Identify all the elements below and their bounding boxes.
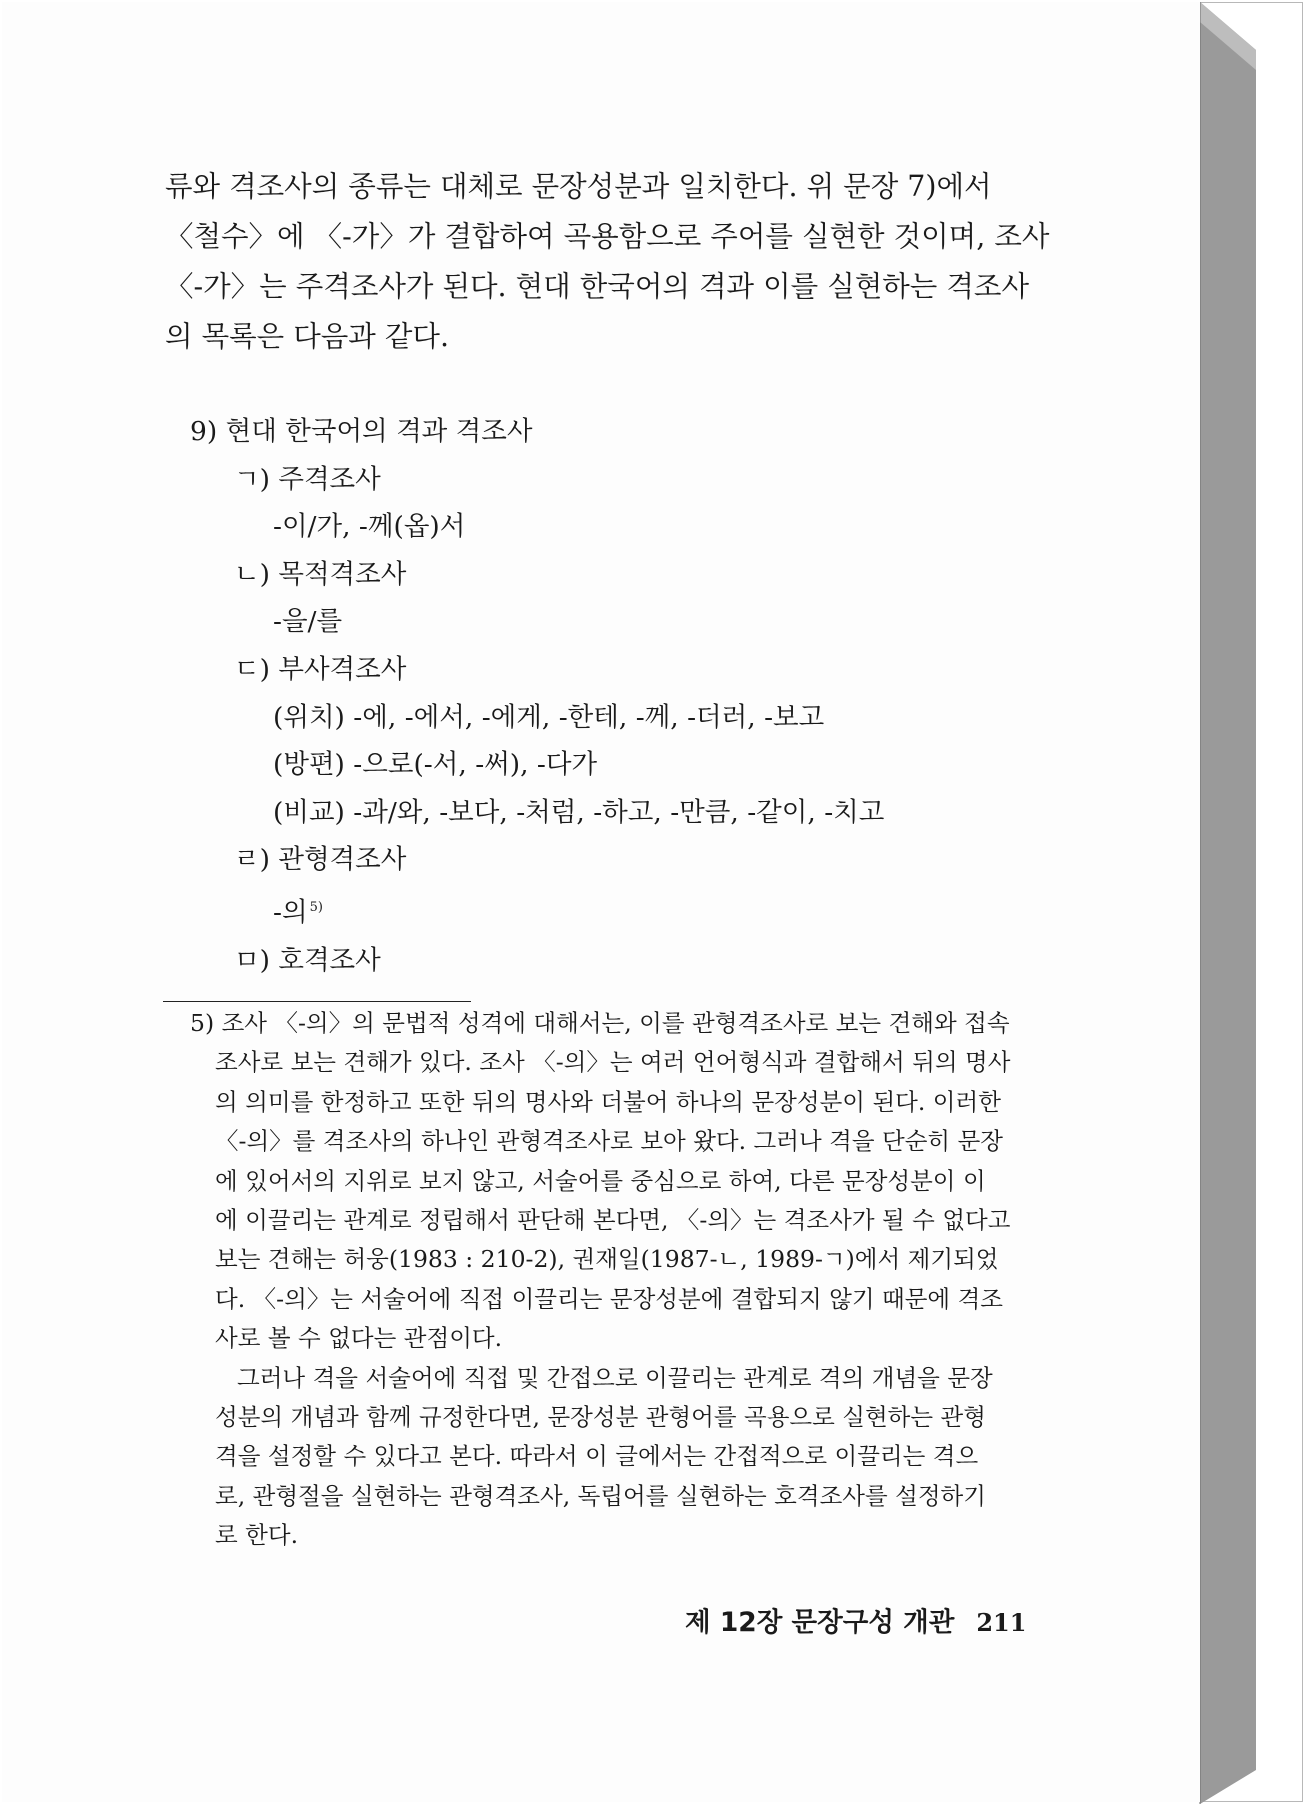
footnote-line: 보는 견해는 허웅(1983 : 210-2), 권재일(1987-ㄴ, 1989-ㄱ)에서 제기되었 xyxy=(215,1245,999,1274)
footnote-line: 다. 〈-의〉는 서술어에 직접 이끌리는 문장성분에 결합되지 않기 때문에 격조 xyxy=(215,1284,1003,1313)
particle-text: -의 xyxy=(273,896,308,928)
body-line: 〈철수〉에 〈-가〉가 결합하여 곡용함으로 주어를 실현한 것이며, 조사 xyxy=(165,220,1050,253)
example-9-list xyxy=(190,408,884,984)
particle-line: (위치) -에, -에서, -에게, -한테, -께, -더러, -보고 xyxy=(273,701,825,733)
footnote-line: 에 이끌리는 관계로 정립해서 판단해 본다면, 〈-의〉는 격조사가 될 수 없다고 xyxy=(215,1206,1011,1235)
section-label: ㄱ) 주격조사 xyxy=(234,463,381,495)
footnote-line: 5) 조사 〈-의〉의 문법적 성격에 대해서는, 이를 관형격조사로 보는 견해와 접속 xyxy=(190,1009,1010,1037)
running-footer xyxy=(685,1600,1026,1639)
particle-line: -이/가, -께(옵)서 xyxy=(273,511,466,543)
section-label: ㄷ) 부사격조사 xyxy=(234,653,407,685)
footnote-line: 로, 관형절을 실현하는 관형격조사, 독립어를 실현하는 호격조사를 설정하기 xyxy=(215,1481,986,1510)
footnote-5 xyxy=(190,1004,1010,1556)
footnote-line: 〈-의〉를 격조사의 하나인 관형격조사로 보아 왔다. 그러나 격을 단순히 문장 xyxy=(215,1127,1003,1156)
footnote-line: 격을 설정할 수 있다고 본다. 따라서 이 글에서는 간접적으로 이끌리는 격으 xyxy=(215,1442,979,1471)
footnote-line: 그러나 격을 서술어에 직접 및 간접으로 이끌리는 관계로 격의 개념을 문장 xyxy=(237,1363,993,1392)
section-label: ㄴ) 목적격조사 xyxy=(234,558,407,590)
body-line: 의 목록은 다음과 같다. xyxy=(165,320,450,353)
footnote-line: 조사로 보는 견해가 있다. 조사 〈-의〉는 여러 언어형식과 결합해서 뒤의 명사 xyxy=(215,1048,1011,1077)
section-label: ㄹ) 관형격조사 xyxy=(234,844,407,876)
footnote-divider xyxy=(163,1001,471,1002)
particle-line: (방편) -으로(-서, -써), -다가 xyxy=(273,749,598,781)
example-heading: 9) 현대 한국어의 격과 격조사 xyxy=(190,416,533,447)
footnote-line: 에 있어서의 지위로 보지 않고, 서술어를 중심으로 하여, 다른 문장성분이 이 xyxy=(215,1166,986,1195)
body-paragraph xyxy=(165,162,1070,362)
section-label: ㅁ) 호격조사 xyxy=(234,944,381,976)
particle-line: -을/를 xyxy=(273,606,343,638)
chapter-title: 제 12장 문장구성 개관 xyxy=(685,1607,955,1638)
particle-line: (비교) -과/와, -보다, -처럼, -하고, -만큼, -같이, -치고 xyxy=(273,796,885,828)
footnote-line: 사로 볼 수 없다는 관점이다. xyxy=(215,1324,503,1353)
page-number: 211 xyxy=(976,1608,1027,1637)
footnote-line: 성분의 개념과 함께 규정한다면, 문장성분 관형어를 곡용으로 실현하는 관형 xyxy=(215,1403,986,1432)
footnote-line: 로 한다. xyxy=(215,1521,299,1550)
footnote-marker: 5) xyxy=(309,899,323,915)
footnote-line: 의 의미를 한정하고 또한 뒤의 명사와 더불어 하나의 문장성분이 된다. 이러한 xyxy=(215,1087,1001,1116)
particle-line xyxy=(190,884,884,937)
body-line: 〈-가〉는 주격조사가 된다. 현대 한국어의 격과 이를 실현하는 격조사 xyxy=(165,270,1029,303)
body-line: 류와 격조사의 종류는 대체로 문장성분과 일치한다. 위 문장 7)에서 xyxy=(165,170,992,203)
